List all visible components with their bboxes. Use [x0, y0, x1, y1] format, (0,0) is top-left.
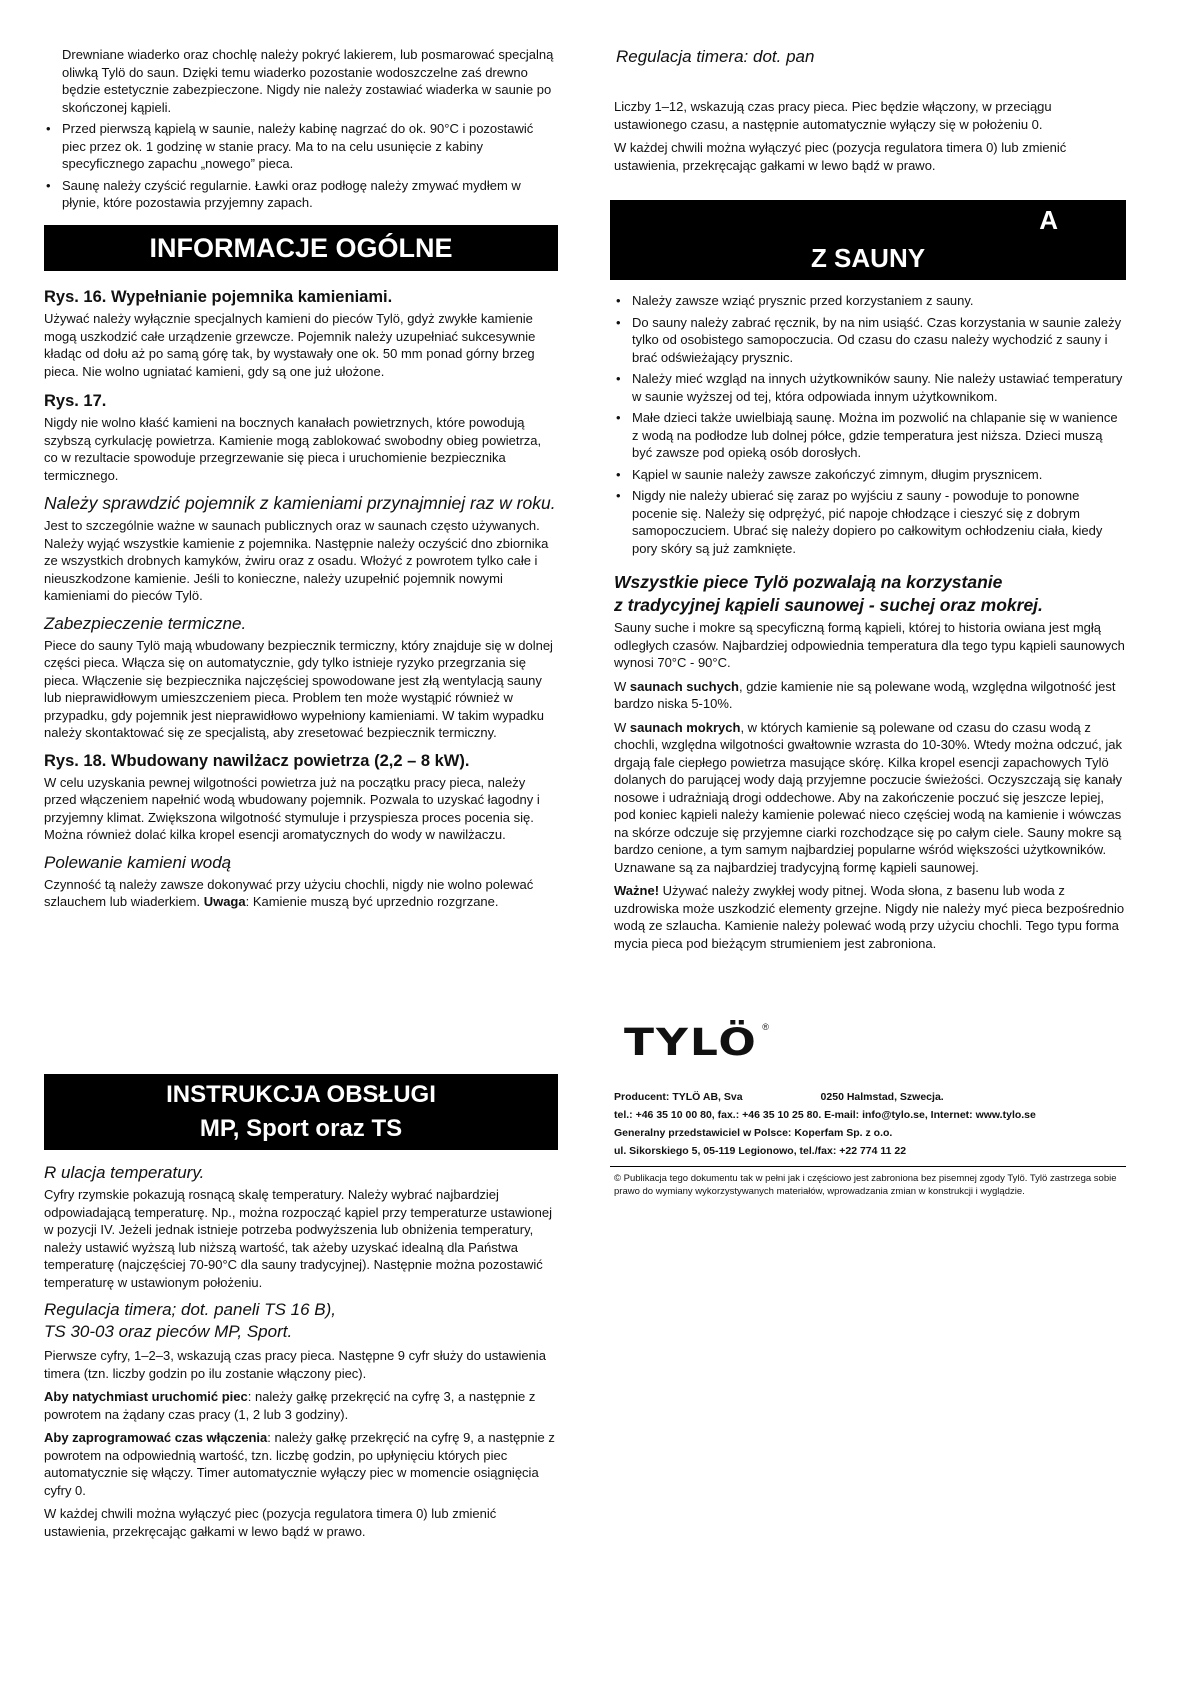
producer-contact: tel.: +46 35 10 00 80, fax.: +46 35 10 25 80. E-mail: info@tylo.se, Internet: www.tylo.se	[614, 1109, 1036, 1121]
timer2-text: Liczby 1–12, wskazują czas pracy pieca. Piec będzie włączony, w przeciągu ustawionego czasu, a następnie automatycznie wyłączy się w położeniu 0.	[614, 99, 1052, 132]
thermal-protection-heading: Zabezpieczenie termiczne.	[44, 613, 247, 633]
timer2-section	[614, 98, 1126, 176]
list-item: • Nigdy nie należy ubierać się zaraz po wyjściu z sauny - powoduje to ponowne pocenie się. Należy się odprężyć, pić napoje chłodzące i cieszyć się z dobrym samopoczuciem. Ubrać się należy dopiero po całkowitym ochłodzeniu ciała, kiedy pory skóry są już zamknięte.	[614, 487, 1126, 557]
intro-paragraph: Drewniane wiaderko oraz chochlę należy pokryć lakierem, lub posmarować specjalną oliwką Tylö do saun. Dzięki temu wiaderko pozostanie wodoszczelne zaś drewno będzie estetycznie zabezpieczone. Nigdy nie należy zostawiać wiaderka w saunie po skończonej kąpieli.	[62, 47, 554, 115]
list-item: • Należy mieć wzgląd na innych użytkowników sauny. Nie należy ustawiać temperatury w saunie wyższej od tej, która odpowiada innym użytkownikom.	[614, 370, 1126, 405]
banner-sauna-use	[610, 200, 1126, 280]
representative-address: ul. Sikorskiego 5, 05-119 Legionowo, tel./fax: +22 774 11 22	[614, 1145, 907, 1157]
sauna-types-text: Sauny suche i mokre są specyficzną formą kąpieli, której to historia owiana jest mgłą odległych czasów. Najbardziej odpowiednia temperatura dla tego typu kąpieli saunowych wynosi 70°C - 90°C.	[614, 620, 1125, 670]
banner-line-2: Z SAUNY	[810, 243, 926, 273]
pouring-warning-label: Uwaga	[203, 894, 246, 909]
list-item: • Do sauny należy zabrać ręcznik, by na nim usiąść. Czas korzystania w saunie zależy tylko od osobistego samopoczucia. Od czasu do czasu należy wychodzić z sauny i brać odświeżający prysznic.	[614, 314, 1126, 367]
wet-sauna-prefix: W	[614, 719, 630, 735]
all-heaters-heading	[614, 571, 1126, 617]
list-item: • Kąpiel w saunie należy zawsze zakończyć zimnym, długim prysznicem.	[614, 466, 1126, 484]
important-text	[614, 882, 1126, 952]
producer-name: Producent: TYLÖ AB, Sva	[614, 1091, 743, 1103]
rys18-text: W celu uzyskania pewnej wilgotności powietrza już na początku pracy pieca, należy przed włączeniem napełnić wodą wbudowany pojemnik. Pozwala to uzyskać łagodny i przyjemny klimat. Zwiększona wilgotność stymuluje i przyspiesza proces pocenia się. Można również dolać kilka kropel esencji aromatycznych do wody w nawilżaczu.	[44, 774, 540, 842]
list-item: • Saunę należy czyścić regularnie. Ławki oraz podłogę należy zmywać mydłem w płynie, które pozostawia przyjemny zapach.	[44, 177, 558, 212]
legal-notice-block	[614, 1172, 1126, 1198]
important-label: Ważne!	[614, 883, 660, 898]
producer-line-1	[614, 1090, 1126, 1104]
stone-check-heading: Należy sprawdzić pojemnik z kamieniami przynajmniej raz w roku.	[44, 493, 556, 513]
rys16-text: Używać należy wyłącznie specjalnych kamieni do pieców Tylö, gdyż zwykłe kamienie mogą uszkodzić całe urządzenie grzewcze. Pojemnik należy uzupełniać sukcesywnie kładąc od dołu aż po samą górę tak, by wystawały one ok. 50 mm ponad górny brzeg pieca. Nie wolno ugniatać kamieni, gdy są one już ułożone.	[44, 311, 536, 379]
pouring-text	[44, 876, 558, 911]
list-item: • Małe dzieci także uwielbiają saunę. Można im pozwolić na chlapanie się w wanience z wodą na podłodze lub dolnej półce, gdzie temperatura jest niższa. Dzieci muszą być zawsze pod opieką osób dorosłych.	[614, 409, 1126, 462]
sauna-rules-list	[614, 292, 1126, 557]
rys16-heading: Rys. 16. Wypełnianie pojemnika kamieniami.	[44, 288, 393, 306]
intro-block	[62, 46, 558, 216]
timer-heading-line-2: TS 30-03 oraz pieców MP, Sport.	[44, 1322, 293, 1341]
divider	[610, 1166, 1126, 1167]
rys17-heading: Rys. 17.	[44, 392, 107, 410]
program-start-text	[44, 1429, 558, 1499]
rys17-text: Nigdy nie wolno kłaść kamieni na bocznych kanałach powietrznych, które powodują szybszą cyrkulację powietrza. Kamienie mogą zablokować swobodny obieg powietrza, co w rezultacie spowoduje przegrzewanie się pieca i uruchomienie bezpiecznika termicznego.	[44, 415, 542, 483]
logo-text: TYLÖ	[624, 1020, 758, 1065]
producer-info	[614, 1090, 1126, 1162]
dry-sauna-body: , gdzie kamienie nie są polewane wodą, względna wilgotność jest bardzo niska 5-10%.	[614, 678, 1116, 711]
all-heaters-heading-line-1: Wszystkie piece Tylö pozwalają na korzystanie	[614, 572, 1003, 592]
immediate-start-text	[44, 1388, 558, 1423]
intro-bullet-list	[62, 120, 558, 212]
rys18-heading: Rys. 18. Wbudowany nawilżacz powietrza (2,2 – 8 kW).	[44, 751, 470, 770]
general-info-section	[44, 286, 558, 913]
all-heaters-heading-line-2: z tradycyjnej kąpieli saunowej - suchej oraz mokrej.	[614, 595, 1043, 615]
program-start-body: : należy gałkę przekręcić na cyfrę 9, a następnie z powrotem na odpowiednią wartość, tzn. liczbę godzin, po upłynięciu których piec automatycznie się włączy. Timer automatycznie wyłączy piec w momencie osiągnięcia cyfry 0.	[44, 1430, 555, 1498]
legal-notice: © Publikacja tego dokumentu tak w pełni jak i częściowo jest zabroniona bez pisemnej zgody Tylö. Tylö zastrzega sobie prawo do wymiany wykorzystywanych materiałów, wprowadzania zmian w konstrukcji i wyglądzie.	[614, 1173, 1117, 1197]
thermal-protection-text: Piece do sauny Tylö mają wbudowany bezpiecznik termiczny, który znajduje się w dolnej części pieca. Włącza się on automatycznie, gdy tylko istnieje ryzyko przegrzania się pieca. Włączenie się bezpiecznika najczęściej spowodowane jest złą wentylacją sauny lub nieprawidłowym umieszczeniem pieca. Problem ten może wystąpić również w przypadku, gdy pojemnik jest nieprawidłowo wypełniony kamieniami. W takim wypadku należy skontaktować się ze specjalistą, aby zresetować bezpiecznik termiczny.	[44, 637, 553, 740]
list-item: • Przed pierwszą kąpielą w saunie, należy kabinę nagrzać do ok. 90°C i pozostawić piec przez ok. 1 godzinę w stanie pracy. Ma to na celu usunięcie z kabiny specyficznego zapachu „nowego” pieca.	[44, 120, 558, 173]
timer-heading-line-1: Regulacja timera; dot. paneli TS 16 B),	[44, 1300, 336, 1319]
list-item: • Należy zawsze wziąć prysznic przed korzystaniem z sauny.	[614, 292, 1126, 310]
banner-line-1: A	[1039, 205, 1058, 235]
registered-mark: ®	[762, 1022, 769, 1032]
important-body: Używać należy zwykłej wody pitnej. Woda słona, z basenu lub woda z uzdrowiska może uszkodzić elementy grzejne. Nigdy nie należy myć pieca bezpośrednio wodą ze szlaucha. Kamienie należy polewać wodą przy użyciu chochli. Tego typu forma mycia pieca pod bieżącym strumieniem jest zabroniona.	[614, 883, 1125, 951]
banner-line-2: MP, Sport oraz TS	[199, 1115, 403, 1142]
wet-sauna-text	[614, 719, 1126, 877]
temperature-heading: R ulacja temperatury.	[44, 1163, 205, 1182]
banner-line-1: INSTRUKCJA OBSŁUGI	[166, 1081, 436, 1108]
immediate-start-label: Aby natychmiast uruchomić piec	[44, 1389, 248, 1404]
switch-off-text: W każdej chwili można wyłączyć piec (pozycja regulatora timera 0) lub zmienić ustawienia, przekręcając gałkami w lewo bądź w prawo.	[44, 1506, 497, 1539]
program-start-label: Aby zaprogramować czas włączenia	[44, 1430, 268, 1445]
dry-sauna-text	[614, 678, 1126, 713]
representative-line: Generalny przedstawiciel w Polsce: Koperfam Sp. z o.o.	[614, 1127, 893, 1139]
timer-heading	[44, 1299, 558, 1343]
wet-sauna-body: , w których kamienie są polewane od czasu do czasu wodą z chochli, względna wilgotności gwałtownie wzrasta do 10-30%. Wtedy można odczuć, jak drgają fale ciepłego powietrza masujące skórę. Kilka kropel esencji zapachowych Tylö dolanych do parującej wody dają przyjemne poczucie świeżości. Oczyszczają się kanały nosowe i udrażniają drogi oddechowe. Aby na zakończenie poczuć się jeszcze lepiej, pod koniec kąpieli należy kamienie polewać nieco częściej wodą na kamienie i wówczas na skórze odczuje się przyjemne ciarki rozchodzące się po całym ciele. Sauny mokre są bardzo cenione, a tym samym najbardziej popularne wśród większości użytkowników. Uznawane są za najbardziej tradycyjną formę kąpieli saunowej.	[614, 719, 1122, 875]
operating-section	[44, 1162, 558, 1542]
pouring-text-a: Czynność tą należy zawsze dokonywać przy użyciu chochli, nigdy nie wolno polewać szlauchem lub wiaderkiem.	[44, 876, 534, 909]
wet-sauna-label: saunach mokrych	[629, 719, 741, 735]
producer-address: 0250 Halmstad, Szwecja.	[820, 1091, 944, 1103]
banner-operating-instructions	[44, 1074, 558, 1150]
immediate-start-body: : należy gałkę przekręcić na cyfrę 3, a następnie z powrotem na żądany czas pracy (1, 2 lub 3 godziny).	[44, 1389, 536, 1422]
stone-check-text: Jest to szczególnie ważne w saunach publicznych oraz w saunach często używanych. Należy wyjąć wszystkie kamienie z pojemnika. Następnie należy oczyścić dno zbiornika ze wszystkich drobnych kamyków, żwiru oraz z osadu. Włożyć z powrotem tylko całe i nieuszkodzone kamienie. Jeśli to konieczne, należy uzupełnić pojemnik nowymi kamieniami do pieców Tylö.	[44, 518, 549, 603]
dry-sauna-prefix: W	[614, 678, 630, 694]
banner-general-info: INFORMACJE OGÓLNE	[44, 225, 558, 271]
temperature-text: Cyfry rzymskie pokazują rosnącą skalę temperatury. Należy wybrać najbardziej odpowiadającą temperaturę. Np., można rozpocząć kąpiel przy temperaturze ustawionej w pozycji IV. Jeżeli jednak istnieje potrzeba podwyższenia lub obniżenia temperatury, należy ustawić wyższą lub niższą wartość, tak ażeby uzyskać idealną dla Państwa temperaturę (najczęściej 70-90°C dla sauny tradycyjnej). Następnie można pozostawić temperaturę w ustawionym położeniu.	[44, 1187, 552, 1290]
tylo-logo	[624, 1018, 769, 1068]
dry-sauna-label: saunach suchych	[629, 678, 739, 694]
timer2-text-2: W każdej chwili można wyłączyć piec (pozycja regulatora timera 0) lub zmienić ustawienia, przekręcając gałkami w lewo bądź w prawo.	[614, 140, 1067, 173]
timer2-heading: Regulacja timera: dot. pan	[616, 47, 815, 66]
timer-text: Pierwsze cyfry, 1–2–3, wskazują czas pracy pieca. Następne 9 cyfr służy do ustawienia timera (tzn. liczby godzin po ilu zostanie włączony piec).	[44, 1348, 546, 1381]
pouring-text-b: : Kamienie muszą być uprzednio rozgrzane.	[245, 894, 499, 909]
sauna-use-section	[614, 292, 1126, 954]
pouring-heading: Polewanie kamieni wodą	[44, 852, 232, 872]
